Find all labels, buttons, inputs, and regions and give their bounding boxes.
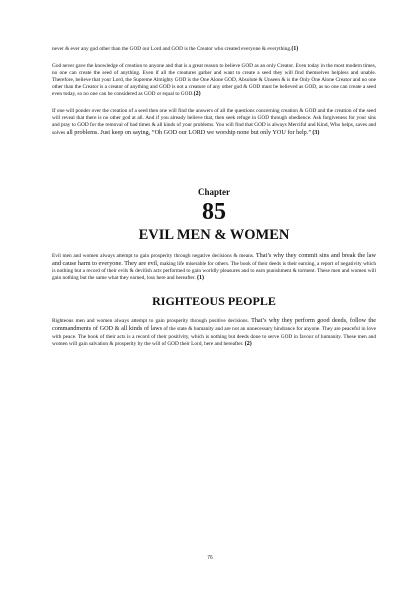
paragraph-righteous-people xyxy=(52,317,376,347)
paragraph-evil-people xyxy=(52,252,376,282)
chapter-heading xyxy=(52,187,376,244)
reference-marker: (2) xyxy=(193,91,201,98)
paragraph-emphasis: That’s why they perform good deeds, follow the commandments of GOD & all kinds of laws xyxy=(52,317,376,333)
reference-marker: (1) xyxy=(197,275,205,282)
reference-marker: (2) xyxy=(244,340,252,347)
page-number: 76 xyxy=(207,555,213,561)
reference-marker: (3) xyxy=(312,129,320,136)
paragraph-text: God never gave the knowledge of creation to anyone and that is a great reason to believe GOD as an only Creator. Even today in the most modern times, no one can create the seed of anything. Even if all the creatures gather and want to create a seed they will find themselves helpless and unable. Therefore, believe that your Lord, the Supreme Almighty GOD is the One Alone GOD, Absolute & Unseen & is the Only One Alone Creator and no one other than the Creator is a creator of anything and GOD is not a creature of any other god & GOD must be believed as GOD, as no one can create a seed even today, so no one can be considered as GOD or equal to GOD. xyxy=(52,63,376,98)
paragraph-emphasis: That’s why they commit sins and break the law and cause harm to everyone. They are evil, xyxy=(52,251,376,268)
paragraph-seed-creation xyxy=(52,63,376,98)
chapter-label: Chapter xyxy=(198,186,230,197)
chapter-title: EVIL MEN & WOMEN xyxy=(138,226,290,243)
paragraph-text: Evil men and women always attempt to gain prosperity through negative decisions & means. xyxy=(52,252,255,259)
paragraph-text-continued: making life miserable for others. The book of their deeds is their earning, a report of negativity which is nothing but a record of their evils & devilish acts performed to gain worldly pleasures and to earn punishment & torment. These men and women will gain nothing but the same what they earned, loss here and hereafter. xyxy=(52,261,377,282)
section-title: RIGHTEOUS PEOPLE xyxy=(152,294,276,309)
paragraph-text: If one will ponder over the creation of a seed then one will find the answers of all the questions concerning creation & GOD and the creation of the seed will reveal that there is no other god at all. And if you already believe that, then seek refuge in GOD through obedience. Ask forgiveness for your sins and pray to GOD for the removal of bad times & all kinds of your problems. You will find that GOD is always Merciful and Kind, Who helps, saves and solves xyxy=(52,107,376,136)
reference-marker: (1) xyxy=(291,46,299,52)
paragraph-creator-intro xyxy=(52,46,376,53)
paragraph-text: Righteous men and women always attempt to gain prosperity through positive decisions. xyxy=(52,318,249,325)
paragraph-text-continued: of the state & humanity and are not an unnecessary hindrance for anyone. They are peaceful in love with peace. The book of their acts is a record of their positivity, which is nothing but deeds done to serve GOD in favour of humanity. These men and women will gain salvation & prosperity by the will of GOD their Lord, here and hereafter. xyxy=(52,326,377,347)
paragraph-ponder-seed xyxy=(52,108,376,137)
paragraph-text: never & ever any god other than the GOD our Lord and GOD is the Creator who created everyone & everything. xyxy=(52,46,292,52)
paragraph-emphasis: all problems. Just keep on saying, “Oh GOD our LORD we worship none but only YOU for help.” xyxy=(66,128,312,136)
chapter-number: 85 xyxy=(202,198,226,225)
